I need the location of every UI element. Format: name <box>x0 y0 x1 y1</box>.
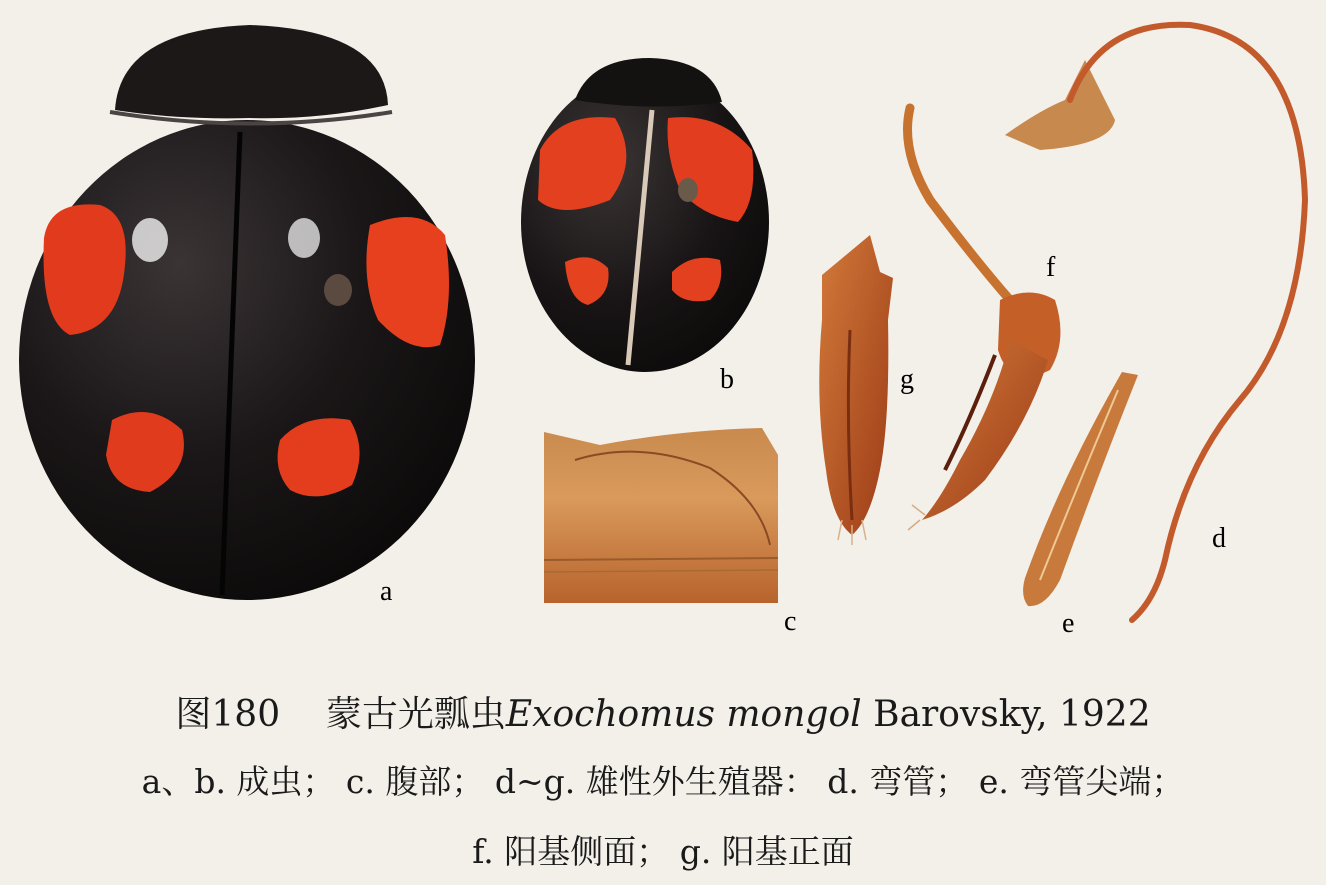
beetle-b-image <box>521 58 769 372</box>
genitalia-f-image <box>908 108 1061 530</box>
abdomen-c-image <box>544 428 778 603</box>
species-latin-name: Exochomus mongol <box>505 694 862 735</box>
panel-label-e: e <box>1062 608 1075 639</box>
figure-title <box>0 686 1326 737</box>
caption-line-2: a、b. 成虫； c. 腹部； d~g. 雄性外生殖器： d. 弯管； e. 弯管尖端； <box>141 762 1185 801</box>
panel-label-c: c <box>784 606 797 637</box>
panel-label-g: g <box>900 364 914 395</box>
panel-label-a: a <box>380 576 393 607</box>
beetle-a-image <box>19 25 475 600</box>
panel-label-f: f <box>1046 252 1056 283</box>
genitalia-g-image <box>819 235 893 545</box>
panel-label-d: d <box>1212 523 1226 554</box>
author-year: Barovsky, 1922 <box>873 694 1151 735</box>
panel-label-b: b <box>720 364 734 395</box>
species-chinese-name: 蒙古光瓢虫 <box>325 694 506 735</box>
caption-line-3: f. 阳基侧面； g. 阳基正面 <box>472 832 854 871</box>
figure-number: 图180 <box>175 694 281 735</box>
genitalia-e-image <box>1023 372 1138 606</box>
